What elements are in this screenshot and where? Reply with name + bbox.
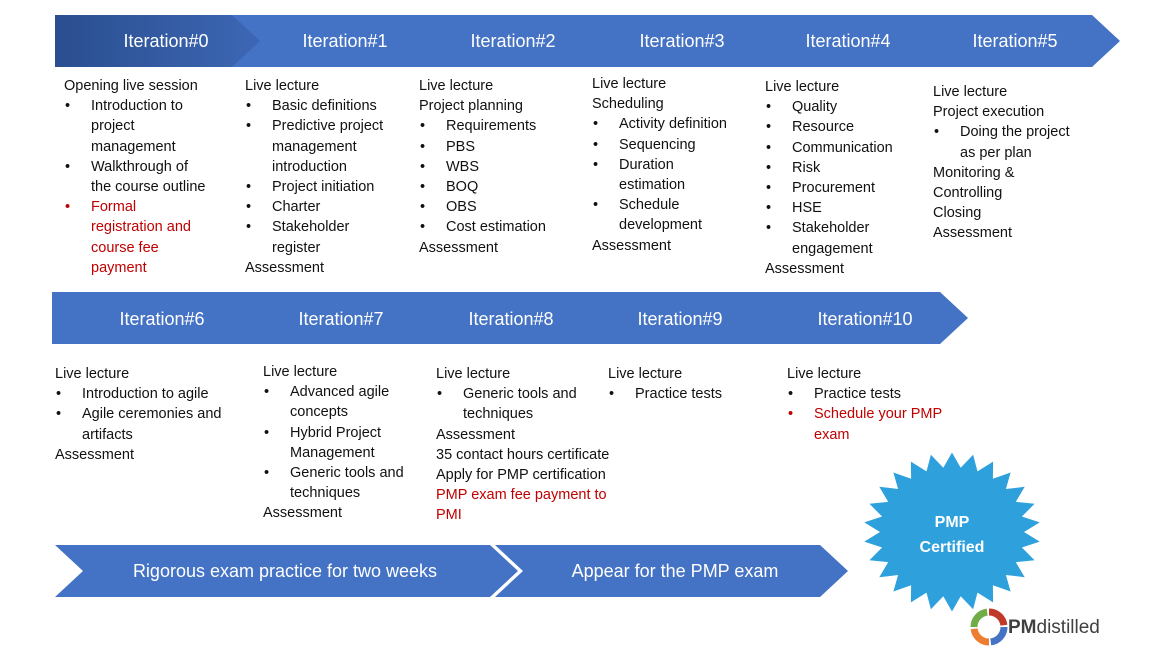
text-line: concepts [290,404,349,421]
iteration-5-label: Iteration#5 [972,31,1058,51]
iteration-8-label: Iteration#8 [468,309,554,329]
bullet-item: • Charter [245,197,383,217]
bullet-item: • Basic definitions [245,96,383,116]
text-line: Live lecture [933,84,1008,100]
text-line: Project execution [933,104,1045,121]
iteration-7-label: Iteration#7 [298,309,384,329]
bullet-item: • Resource [765,117,893,137]
text-line: project [91,118,135,135]
text-line: techniques [290,485,361,502]
text-line: Live lecture [608,366,683,382]
text-line: techniques [463,406,534,423]
bullet-item: • Cost estimation [419,217,546,237]
bullet-item: • Risk [765,158,893,178]
iteration-2-content [419,76,546,258]
appear-exam-label: Appear for the PMP exam [571,561,779,581]
badge-text-line2: Certified [919,539,985,556]
bullet-item: • PBS [419,137,546,157]
bullet-item: • BOQ [419,177,546,197]
iteration-5-content [933,82,1070,244]
text-line: Management [290,444,375,461]
text-line: Assessment [263,505,342,522]
iteration-1-label: Iteration#1 [302,31,388,51]
bullet-item: • Walkthrough of [64,157,205,177]
text-line: estimation [619,177,686,194]
bullet-item: • Schedule your PMP [787,404,942,424]
text-line: Live lecture [436,366,511,382]
bullet-item: • Practice tests [787,384,942,404]
bullet-item: • Duration [592,155,727,175]
bullet-item: • Predictive project [245,116,383,136]
text-line: development [619,217,703,234]
text-line: Live lecture [765,79,840,95]
bullet-item: • Doing the project [933,122,1070,142]
bullet-item: • Project initiation [245,177,383,197]
bullet-item: • Activity definition [592,114,727,134]
text-line: Live lecture [787,366,862,382]
text-line: Assessment [765,260,844,277]
iteration-0-content [64,76,205,278]
bullet-item: • Schedule [592,195,727,215]
logo-icon [974,612,1004,642]
text-line: Assessment [592,237,671,254]
iteration-10-label: Iteration#10 [817,309,913,329]
text-line: management [272,138,357,155]
text-line: the course outline [91,179,206,196]
text-line: Project planning [419,98,523,115]
text-line: Apply for PMP certification [436,467,606,484]
text-line: exam [814,426,850,443]
iteration-3-label: Iteration#3 [639,31,725,51]
iteration-2-label: Iteration#2 [470,31,556,51]
iteration-4-content [765,77,893,279]
text-line: engagement [792,240,873,257]
text-line: Controlling [933,185,1003,202]
text-line: Live lecture [55,366,130,382]
bullet-item: • Quality [765,97,893,117]
bullet-item: • HSE [765,198,893,218]
bullet-item: • Sequencing [592,135,727,155]
bullet-item: • WBS [419,157,546,177]
pmdistilled-logo-text [1008,617,1100,639]
bullet-item: • Stakeholder [765,218,893,238]
bullet-item: • Introduction to agile [55,384,221,404]
logo-ring-center [979,617,999,637]
text-line: Live lecture [592,76,667,92]
bullet-item: • Agile ceremonies and [55,404,221,424]
iteration-6-content [55,364,221,465]
bullet-item: • Advanced agile [263,382,404,402]
iteration-8-content [436,364,609,526]
iteration-4-label: Iteration#4 [805,31,891,51]
iteration-0-label: Iteration#0 [123,31,209,51]
text-line: artifacts [82,426,133,443]
bullet-item: • Introduction to [64,96,205,116]
bullet-item: • Communication [765,138,893,158]
iteration-1-content [245,76,383,278]
text-line: Assessment [419,239,498,256]
iteration-9-content [608,364,722,404]
text-line: registration and [91,219,191,236]
bullet-item: • Formal [64,197,205,217]
bullet-item: • OBS [419,197,546,217]
iteration-9-label: Iteration#9 [637,309,723,329]
text-line: course fee [91,239,159,256]
iteration-10-content [787,364,942,445]
badge-text-line1: PMP [934,514,970,531]
text-line: Assessment [245,259,324,276]
bullet-item: • Requirements [419,116,546,136]
text-line: Monitoring & [933,164,1015,181]
text-line: Live lecture [245,78,320,94]
text-line: Assessment [436,426,515,443]
text-line: Scheduling [592,96,664,113]
text-line: management [91,138,176,155]
text-line: PMP exam fee payment to [436,487,607,504]
bullet-item: • Practice tests [608,384,722,404]
bullet-item: • Hybrid Project [263,423,404,443]
text-line: payment [91,259,147,276]
iteration-7-content [263,362,404,524]
text-line: 35 contact hours certificate [436,446,610,463]
exam-practice-label: Rigorous exam practice for two weeks [132,561,438,581]
iteration-6-label: Iteration#6 [119,309,205,329]
text-line: Live lecture [419,78,494,94]
text-line: register [272,239,321,256]
text-line: Live lecture [263,364,338,380]
iteration-3-content [592,74,727,256]
text-line: PMI [436,507,462,524]
logo-brand-bold: PM [1008,617,1037,638]
text-line: Assessment [55,446,134,463]
bullet-item: • Generic tools and [436,384,609,404]
text-line: Opening live session [64,78,198,94]
text-line: Closing [933,205,982,222]
bullet-item: • Generic tools and [263,463,404,483]
text-line: as per plan [960,144,1032,161]
bullet-item: • Procurement [765,178,893,198]
text-line: Assessment [933,225,1012,242]
text-line: introduction [272,158,347,175]
logo-brand-rest: distilled [1036,617,1100,638]
bullet-item: • Stakeholder [245,217,383,237]
